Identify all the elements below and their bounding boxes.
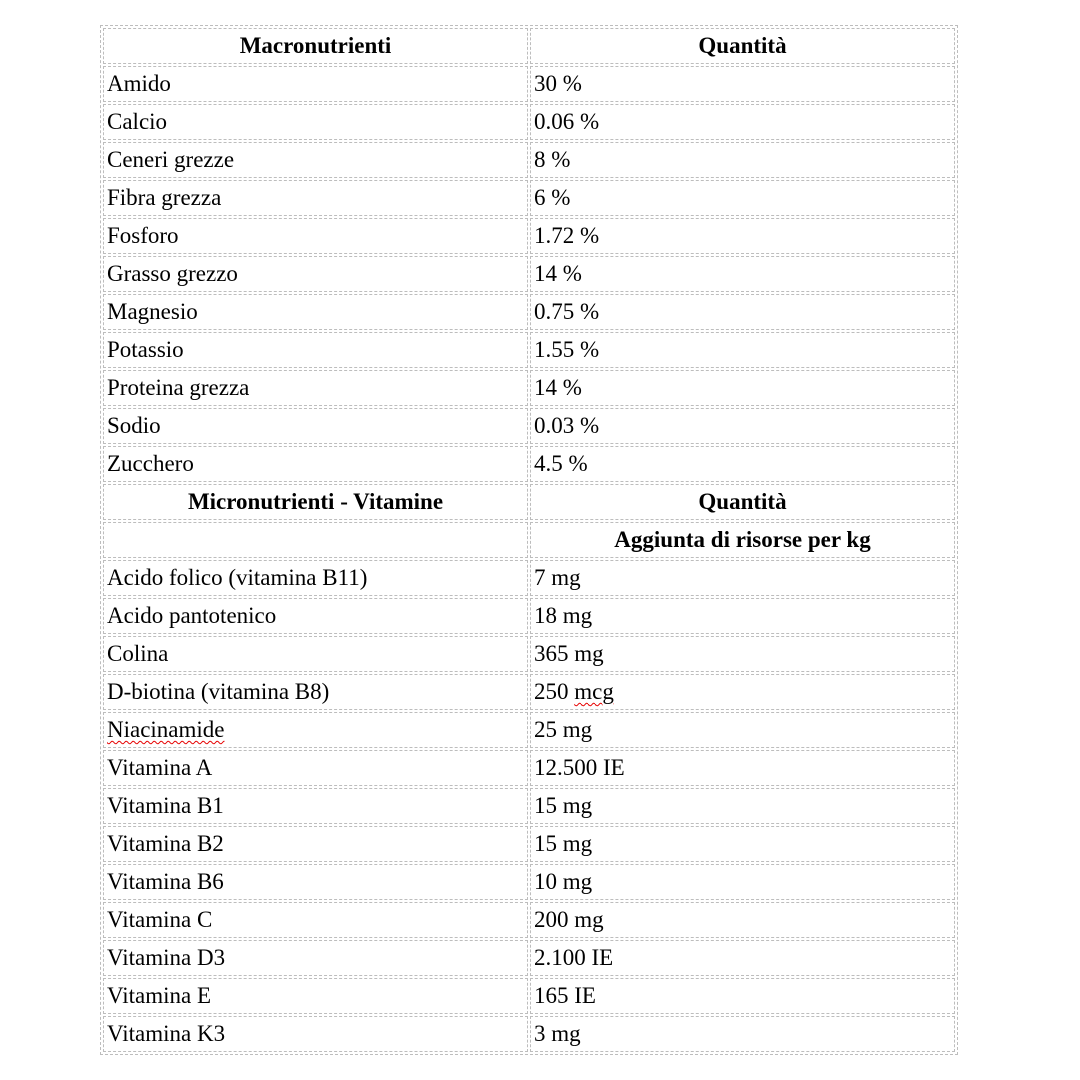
table-row bbox=[103, 598, 955, 634]
micronutrients-header-cell bbox=[103, 484, 528, 520]
nutrient-value: 30 % bbox=[534, 71, 582, 96]
nutrient-label: Colina bbox=[107, 641, 169, 666]
nutrient-label-cell bbox=[103, 370, 528, 406]
nutrient-value-cell bbox=[530, 598, 955, 634]
nutrient-value-cell bbox=[530, 826, 955, 862]
nutrient-value-cell bbox=[530, 332, 955, 368]
misspelled-value-text: mcg bbox=[574, 679, 614, 704]
nutrient-value: 165 IE bbox=[534, 983, 596, 1008]
nutrient-label-cell bbox=[103, 180, 528, 216]
nutrient-value: 4.5 % bbox=[534, 451, 588, 476]
table-row bbox=[103, 674, 955, 710]
table-row bbox=[103, 788, 955, 824]
nutrient-value-cell bbox=[530, 370, 955, 406]
table-row bbox=[103, 256, 955, 292]
nutrient-value-cell bbox=[530, 636, 955, 672]
macronutrients-header-cell bbox=[103, 28, 528, 64]
micronutrients-header-row bbox=[103, 484, 955, 520]
nutrient-value: 14 % bbox=[534, 375, 582, 400]
nutrient-label-cell bbox=[103, 218, 528, 254]
nutrient-value-cell bbox=[530, 902, 955, 938]
table-row bbox=[103, 332, 955, 368]
nutrient-label: Vitamina A bbox=[107, 755, 213, 780]
nutrient-label: Zucchero bbox=[107, 451, 194, 476]
nutrient-value-cell bbox=[530, 446, 955, 482]
table-row bbox=[103, 370, 955, 406]
nutrient-label: Ceneri grezze bbox=[107, 147, 235, 172]
table-row bbox=[103, 712, 955, 748]
nutrient-label-cell bbox=[103, 750, 528, 786]
table-row bbox=[103, 180, 955, 216]
nutrient-value-cell bbox=[530, 560, 955, 596]
nutrient-label: Sodio bbox=[107, 413, 161, 438]
nutrient-label: Magnesio bbox=[107, 299, 198, 324]
quantity-subtitle: Aggiunta di risorse per kg bbox=[614, 527, 871, 552]
nutrient-value: 7 mg bbox=[534, 565, 581, 590]
nutrient-value-cell bbox=[530, 142, 955, 178]
nutrient-value: 10 mg bbox=[534, 869, 593, 894]
nutrient-value-cell bbox=[530, 712, 955, 748]
macronutrients-header-row bbox=[103, 28, 955, 64]
nutrient-value: 0.06 % bbox=[534, 109, 600, 134]
nutrient-label: Vitamina B6 bbox=[107, 869, 224, 894]
table-row bbox=[103, 294, 955, 330]
nutrient-value-cell bbox=[530, 180, 955, 216]
nutrient-value-cell bbox=[530, 940, 955, 976]
nutrition-table bbox=[100, 25, 958, 1055]
nutrient-label-cell bbox=[103, 636, 528, 672]
empty-cell bbox=[103, 522, 528, 558]
nutrient-label: Vitamina B1 bbox=[107, 793, 224, 818]
nutrient-label-cell bbox=[103, 598, 528, 634]
table-row bbox=[103, 446, 955, 482]
table-row bbox=[103, 826, 955, 862]
misspelled-label-text: Niacinamide bbox=[107, 717, 225, 742]
nutrient-label: Vitamina D3 bbox=[107, 945, 226, 970]
nutrient-label: Proteina grezza bbox=[107, 375, 250, 400]
nutrient-value: 365 mg bbox=[534, 641, 604, 666]
nutrient-label: Fibra grezza bbox=[107, 185, 222, 210]
nutrient-value-cell bbox=[530, 750, 955, 786]
nutrient-value: 14 % bbox=[534, 261, 582, 286]
nutrient-value-cell bbox=[530, 66, 955, 102]
nutrient-label: Potassio bbox=[107, 337, 184, 362]
nutrient-label-cell bbox=[103, 332, 528, 368]
nutrient-label-cell bbox=[103, 712, 528, 748]
nutrient-value: 1.72 % bbox=[534, 223, 600, 248]
nutrient-label-cell bbox=[103, 826, 528, 862]
nutrient-value-cell bbox=[530, 864, 955, 900]
nutrient-label-cell bbox=[103, 902, 528, 938]
nutrient-value: 15 mg bbox=[534, 831, 593, 856]
micronutrients-title: Micronutrienti - Vitamine bbox=[187, 489, 444, 514]
nutrient-value: 15 mg bbox=[534, 793, 593, 818]
nutrient-label-cell bbox=[103, 66, 528, 102]
table-row bbox=[103, 1016, 955, 1052]
table-row bbox=[103, 940, 955, 976]
table-row bbox=[103, 142, 955, 178]
nutrient-label-cell bbox=[103, 674, 528, 710]
nutrient-label: Vitamina E bbox=[107, 983, 212, 1008]
nutrient-value-cell bbox=[530, 218, 955, 254]
nutrient-value-cell bbox=[530, 104, 955, 140]
nutrient-label-cell bbox=[103, 978, 528, 1014]
nutrient-value-cell bbox=[530, 294, 955, 330]
nutrient-label-cell bbox=[103, 408, 528, 444]
quantity-title: Quantità bbox=[698, 33, 787, 58]
nutrient-label-cell bbox=[103, 940, 528, 976]
quantity-header-cell bbox=[530, 484, 955, 520]
nutrient-label-cell bbox=[103, 560, 528, 596]
nutrient-value: 6 % bbox=[534, 185, 571, 210]
nutrient-label: Vitamina K3 bbox=[107, 1021, 226, 1046]
nutrient-label: Amido bbox=[107, 71, 171, 96]
table-row bbox=[103, 636, 955, 672]
nutrient-label: Acido pantotenico bbox=[107, 603, 277, 628]
nutrient-value-cell bbox=[530, 978, 955, 1014]
nutrient-value-cell bbox=[530, 788, 955, 824]
nutrient-label-cell bbox=[103, 446, 528, 482]
nutrient-value: 8 % bbox=[534, 147, 571, 172]
table-row bbox=[103, 864, 955, 900]
table-row bbox=[103, 218, 955, 254]
table-row bbox=[103, 750, 955, 786]
nutrient-label-cell bbox=[103, 256, 528, 292]
nutrient-value-cell bbox=[530, 256, 955, 292]
nutrient-value: 2.100 IE bbox=[534, 945, 614, 970]
table-row bbox=[103, 978, 955, 1014]
nutrient-label: Grasso grezzo bbox=[107, 261, 238, 286]
nutrient-label: Vitamina C bbox=[107, 907, 213, 932]
table-row bbox=[103, 66, 955, 102]
table-row bbox=[103, 408, 955, 444]
nutrient-label: Calcio bbox=[107, 109, 168, 134]
nutrient-label-cell bbox=[103, 1016, 528, 1052]
table-row bbox=[103, 104, 955, 140]
nutrient-value-prefix: 250 bbox=[534, 679, 575, 704]
nutrient-label: Fosforo bbox=[107, 223, 179, 248]
nutrient-value: 12.500 IE bbox=[534, 755, 625, 780]
nutrient-value-cell bbox=[530, 408, 955, 444]
nutrient-label: D-biotina (vitamina B8) bbox=[107, 679, 330, 704]
nutrient-label-cell bbox=[103, 104, 528, 140]
nutrient-label-cell bbox=[103, 788, 528, 824]
quantity-header-cell bbox=[530, 28, 955, 64]
nutrient-value: 18 mg bbox=[534, 603, 593, 628]
nutrient-value: 200 mg bbox=[534, 907, 604, 932]
micronutrients-subheader-row bbox=[103, 522, 955, 558]
nutrient-label-cell bbox=[103, 142, 528, 178]
table-row bbox=[103, 902, 955, 938]
nutrient-label: Acido folico (vitamina B11) bbox=[107, 565, 368, 590]
nutrient-label-cell bbox=[103, 294, 528, 330]
nutrient-value-cell bbox=[530, 674, 955, 710]
nutrient-value-cell bbox=[530, 1016, 955, 1052]
nutrient-label-cell bbox=[103, 864, 528, 900]
nutrient-value: 0.03 % bbox=[534, 413, 600, 438]
nutrient-label: Vitamina B2 bbox=[107, 831, 224, 856]
quantity-title: Quantità bbox=[698, 489, 787, 514]
nutrient-value: 1.55 % bbox=[534, 337, 600, 362]
quantity-subheader-cell bbox=[530, 522, 955, 558]
nutrient-value: 3 mg bbox=[534, 1021, 581, 1046]
nutrient-value: 25 mg bbox=[534, 717, 593, 742]
table-row bbox=[103, 560, 955, 596]
macronutrients-title: Macronutrienti bbox=[239, 33, 392, 58]
nutrient-value: 0.75 % bbox=[534, 299, 600, 324]
